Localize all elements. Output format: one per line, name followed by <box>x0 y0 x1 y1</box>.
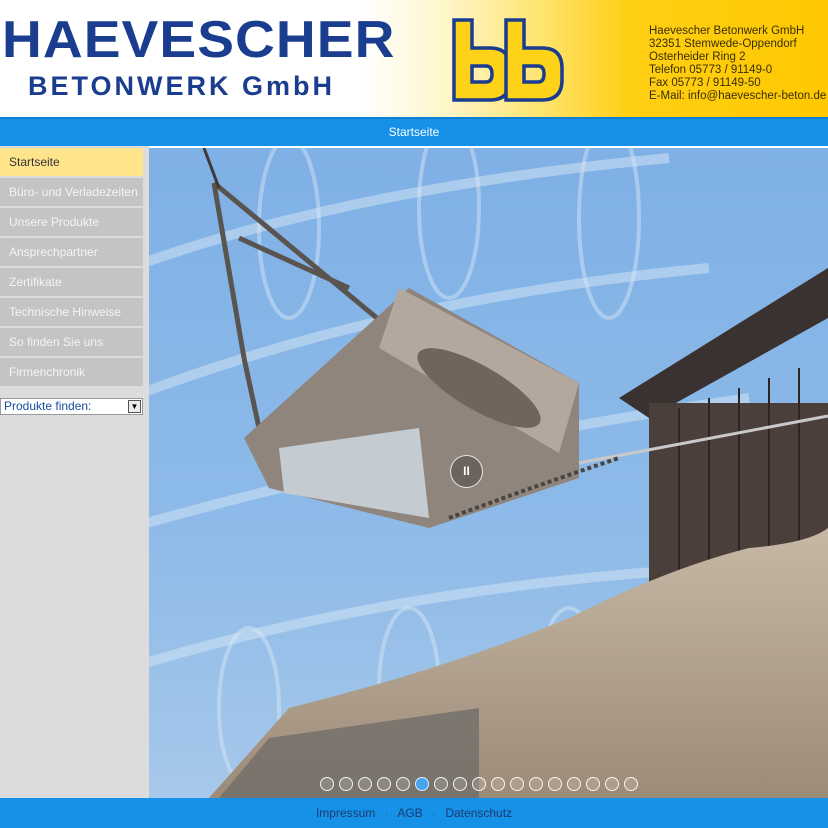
sidebar <box>0 146 149 798</box>
slide-dot[interactable] <box>510 777 524 791</box>
slide-dot[interactable] <box>358 777 372 791</box>
sidebar-item-zertifikate[interactable]: Zertifikate <box>0 268 143 296</box>
header <box>0 0 828 117</box>
slide-dot[interactable] <box>320 777 334 791</box>
slide-dot[interactable] <box>339 777 353 791</box>
slide-dot[interactable] <box>434 777 448 791</box>
slide-dot[interactable] <box>472 777 486 791</box>
footer-separator: · <box>432 806 436 820</box>
slide-image <box>149 148 828 798</box>
company-address <box>649 25 825 103</box>
address-line: Haevescher Betonwerk GmbH <box>649 25 805 37</box>
sidebar-item-unsere-produkte[interactable]: Unsere Produkte <box>0 208 143 236</box>
bb-logo-icon[interactable] <box>448 16 566 104</box>
fax-line: Fax 05773 / 91149-50 <box>649 77 761 89</box>
dropdown-arrow-icon[interactable]: ▼ <box>128 400 141 413</box>
page-title-bar <box>0 117 828 146</box>
slide-dot[interactable] <box>567 777 581 791</box>
slide-dot[interactable] <box>453 777 467 791</box>
email-line[interactable]: E-Mail: info@haevescher-beton.de <box>649 90 827 102</box>
sidebar-item-buero-verladezeiten[interactable]: Büro- und Verladezeiten <box>0 178 143 206</box>
slide-dot[interactable] <box>491 777 505 791</box>
slide-dot[interactable] <box>529 777 543 791</box>
slide-dot[interactable] <box>624 777 638 791</box>
footer-link-datenschutz[interactable]: Datenschutz <box>445 806 513 820</box>
sidebar-item-ansprechpartner[interactable]: Ansprechpartner <box>0 238 143 266</box>
company-logo-text[interactable]: HAEVESCHER <box>2 11 396 69</box>
sidebar-item-technische-hinweise[interactable]: Technische Hinweise <box>0 298 143 326</box>
slide-indicator <box>320 777 643 793</box>
footer <box>0 798 828 828</box>
sidebar-item-startseite[interactable]: Startseite <box>0 148 143 176</box>
phone-line: Telefon 05773 / 91149-0 <box>649 64 773 76</box>
page-title: Startseite <box>388 125 440 139</box>
pause-icon[interactable]: II <box>450 455 483 488</box>
address-line: Osterheider Ring 2 <box>649 51 746 63</box>
sidebar-item-firmenchronik[interactable]: Firmenchronik <box>0 358 143 386</box>
company-logo-subtitle[interactable]: BETONWERK GmbH <box>28 71 336 101</box>
slide-dot[interactable] <box>548 777 562 791</box>
product-finder-select[interactable] <box>0 398 143 415</box>
slide-dot[interactable] <box>377 777 391 791</box>
slide-dot[interactable] <box>415 777 429 791</box>
footer-link-impressum[interactable]: Impressum <box>315 806 376 820</box>
sidebar-item-so-finden-sie-uns[interactable]: So finden Sie uns <box>0 328 143 356</box>
product-finder-value: Produkte finden: <box>4 399 92 413</box>
address-line: 32351 Stemwede-Oppendorf <box>649 38 797 50</box>
footer-link-agb[interactable]: AGB <box>397 806 423 820</box>
slideshow <box>149 148 828 798</box>
footer-separator: · <box>384 806 389 820</box>
slide-dot[interactable] <box>586 777 600 791</box>
slide-dot[interactable] <box>396 777 410 791</box>
slide-dot[interactable] <box>605 777 619 791</box>
